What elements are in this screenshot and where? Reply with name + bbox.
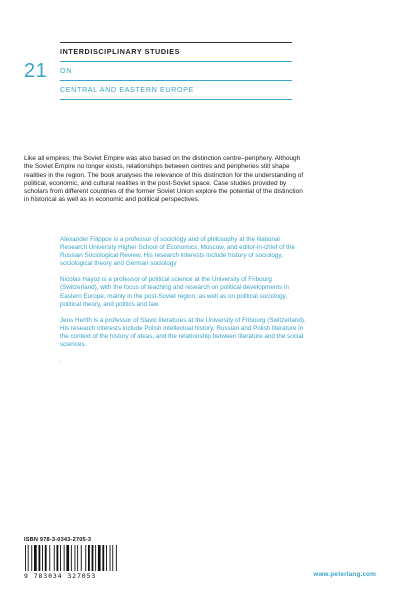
editor-bios xyxy=(60,236,308,365)
series-title xyxy=(60,42,292,100)
series-title-line-3: CENTRAL AND EASTERN EUROPE xyxy=(60,81,292,100)
barcode-bar xyxy=(25,545,26,571)
bio-hayoz: Nicolas Hayoz is a professor of political science at the University of Fribourg (Switzerland), with the focus of teaching and research on political developments in Eastern Europe, mainly in the post-Soviet region, as well as on political sociology, political theory, and politics and law xyxy=(60,276,289,308)
barcode-bar xyxy=(98,545,101,571)
barcode-bar xyxy=(54,545,55,571)
barcode-bar xyxy=(95,545,96,571)
barcode-bar xyxy=(66,545,69,571)
isbn-block xyxy=(24,537,144,580)
barcode-bar xyxy=(57,545,59,571)
publisher-url[interactable]: www.peterlang.com xyxy=(313,571,376,578)
series-title-line-2: ON xyxy=(60,62,292,81)
barcode-bar xyxy=(31,545,32,571)
barcode-bar xyxy=(81,545,82,571)
barcode-bar xyxy=(45,545,47,571)
barcode-bar xyxy=(92,545,94,571)
barcode-bar xyxy=(64,545,65,571)
barcode-bar xyxy=(110,545,111,571)
barcode-bar xyxy=(42,545,43,571)
barcode-bar xyxy=(34,545,37,571)
barcode-bar xyxy=(71,545,72,571)
barcode-bar xyxy=(49,545,50,571)
barcode-bar xyxy=(116,545,117,571)
barcode-bar xyxy=(60,545,61,571)
barcode-bar xyxy=(77,545,78,571)
barcode-bar xyxy=(106,545,107,571)
barcode-bar xyxy=(88,545,90,571)
barcode-image xyxy=(24,545,136,571)
bio-filippov: Alexander Filippov is a professor of sociology and of philosophy at the National Research University Higher School of Economics, Moscow, and editor-in-chief of the Russian Sociological Review. His research interests include history of sociology, sociological theory and German sociology xyxy=(60,236,295,268)
series-title-line-1: INTERDISCIPLINARY STUDIES xyxy=(60,42,292,62)
barcode-bar xyxy=(39,545,41,571)
isbn-label: ISBN 978-3-0343-2705-3 xyxy=(24,537,92,543)
barcode-bar xyxy=(28,545,29,571)
series-number: 21 xyxy=(24,60,48,82)
barcode-bar xyxy=(75,545,76,571)
barcode-digits: 9 783034 327053 xyxy=(24,572,97,580)
barcode-bar xyxy=(112,545,113,571)
barcode-bar xyxy=(102,545,104,571)
trailing-mark: . xyxy=(60,358,62,365)
barcode-bar xyxy=(85,545,86,571)
book-description: Like all empires, the Soviet Empire was also based on the distinction centre–periphery. Although the Soviet Empire no longer exists, relationships between centres and peripheries still shape realities in the region. The book analyses the relevance of this distinction for the understanding of political, economic, and cultural realities in the post-Soviet space. Case studies provided by scholars from different countries of the former Soviet Union explore the potential of the distinction in historical as well as in economic and political perspectives. xyxy=(24,155,304,204)
bio-herlth: Jens Herlth is a professor of Slavic literatures at the University of Fribourg (Switzerland). His research interests include Polish intellectual history, Russian and Polish literature in the context of the history of ideas, and the relationship between literature and the social sciences. xyxy=(60,316,306,349)
